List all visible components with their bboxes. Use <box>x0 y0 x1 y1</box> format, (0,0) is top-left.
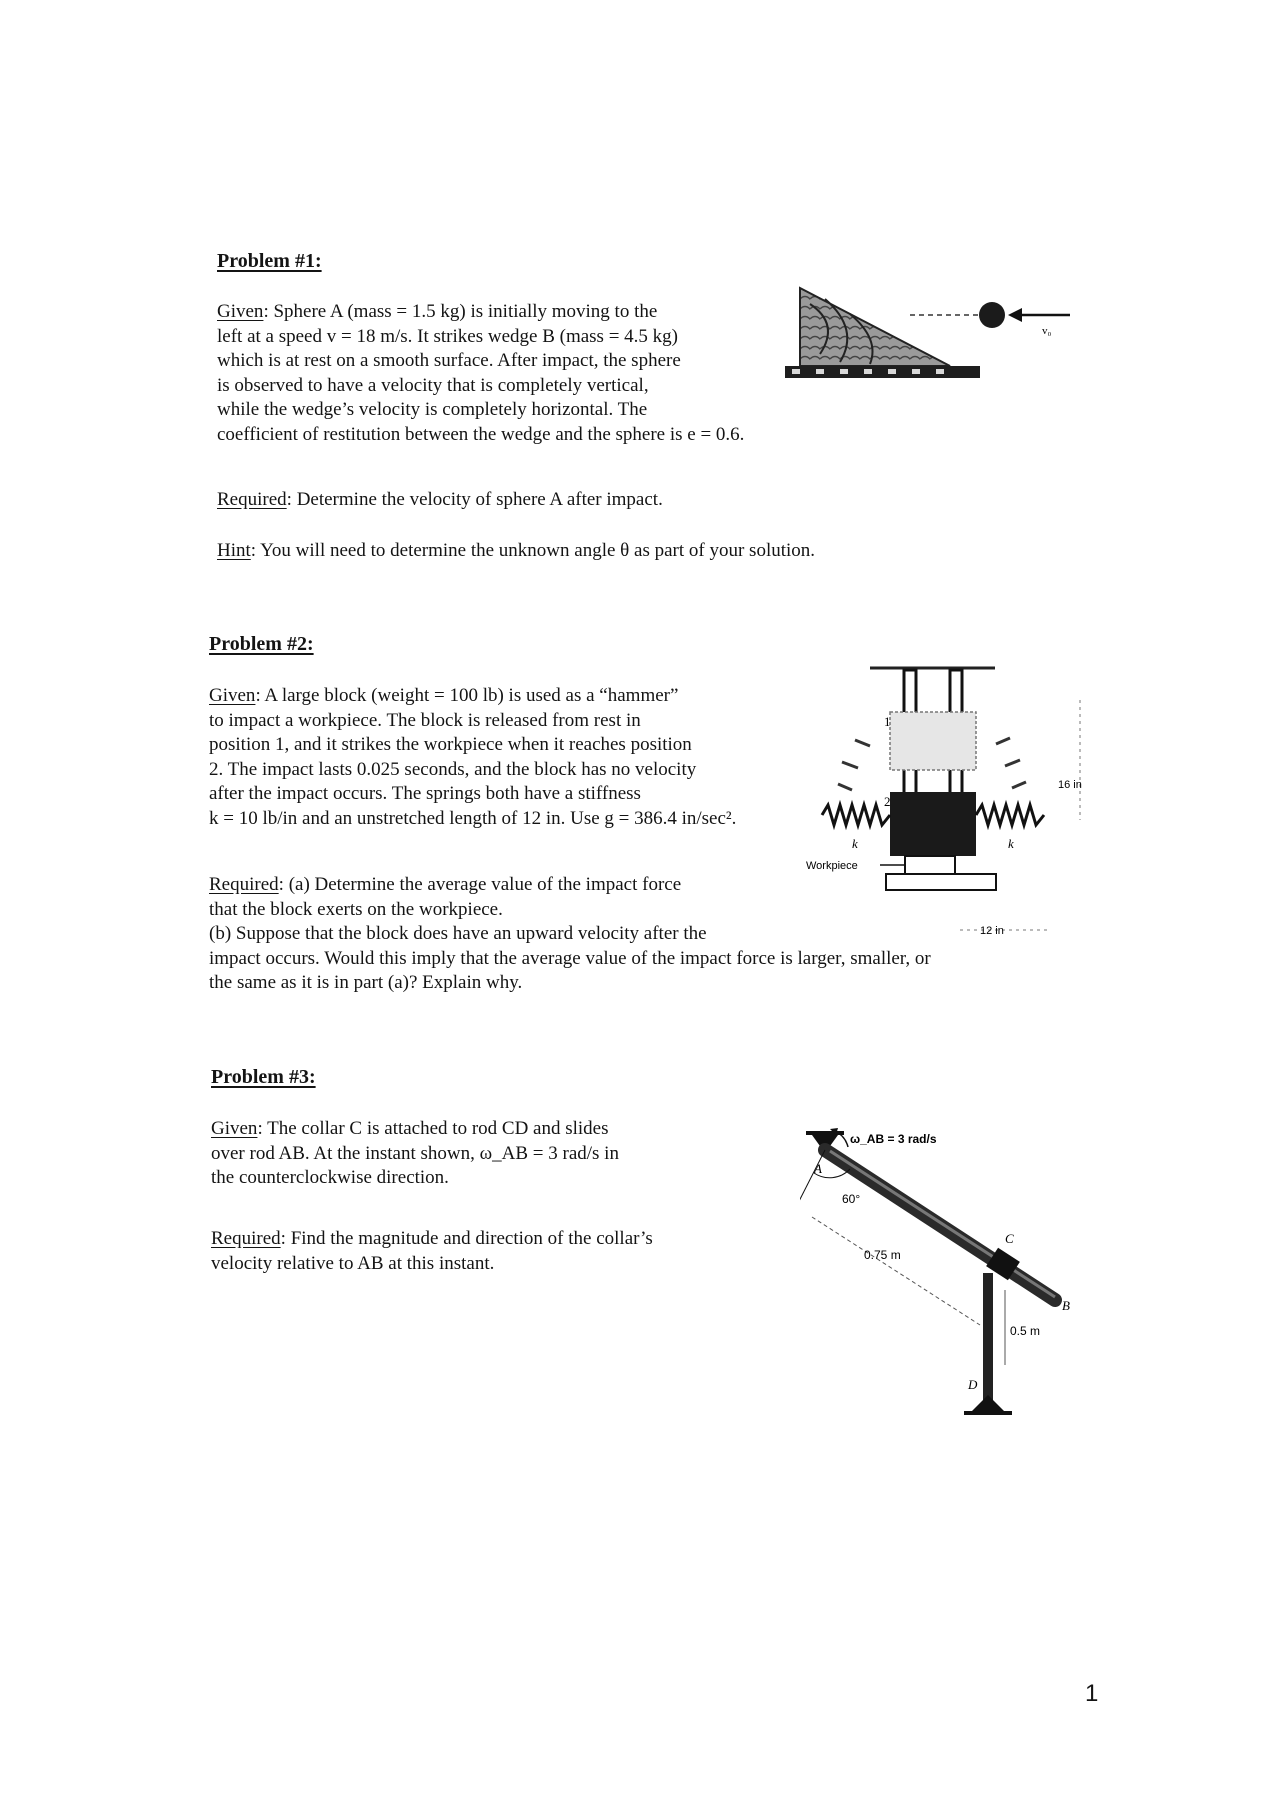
spring-left <box>822 805 890 825</box>
given-line: The collar C is attached to rod CD and slides <box>267 1118 609 1139</box>
problem-3-given: Given: The collar C is attached to rod CD and slides over rod AB. At the instant shown, ω_AB = 3 rad/s in the counterclockwise direction. <box>211 1117 619 1191</box>
problem-1-required: Required: Determine the velocity of sphere A after impact. <box>217 489 663 510</box>
required-line: the same as it is in part (a)? Explain why. <box>209 972 523 994</box>
given-line: which is at rest on a smooth surface. After impact, the sphere <box>217 350 681 372</box>
given-line: k = 10 lb/in and an unstretched length of 12 in. Use g = 386.4 in/sec². <box>209 807 737 829</box>
rod-cd <box>983 1273 993 1401</box>
required-text: Determine the velocity of sphere A after impact. <box>296 489 663 510</box>
label-d: D <box>968 1377 978 1392</box>
given-line: left at a speed v = 18 m/s. It strikes wedge B (mass = 4.5 kg) <box>217 325 678 347</box>
problem-1-heading: Problem #1: <box>217 250 322 272</box>
problem-3-heading: Problem #3: <box>211 1066 316 1088</box>
problem-2-required: Required: (a) Determine the average value of the impact force that the block exerts on the workpiece. (b) Suppose that the block does have an upward velocity after the impact occurs. Would this imply that the average value of the impact force is larger, smaller, or the same as it is in part (a)? Explain why. <box>209 873 931 996</box>
spring-right <box>976 805 1044 825</box>
position-2-label: 2 <box>884 794 891 809</box>
angle-ref-line <box>800 1150 825 1215</box>
given-line: while the wedge’s velocity is completely horizontal. The <box>217 399 648 421</box>
required-line: velocity relative to AB at this instant. <box>211 1252 495 1274</box>
spring-k-left-label: k <box>852 836 858 851</box>
required-label: Required <box>217 489 287 510</box>
given-label: Given <box>211 1118 258 1139</box>
arrow-label: v₀ <box>1042 325 1052 337</box>
arrow-head <box>1008 308 1022 322</box>
given-label: Given <box>217 301 264 322</box>
required-line: that the block exerts on the workpiece. <box>209 898 503 920</box>
required-line: Find the magnitude and direction of the collar’s <box>290 1228 653 1249</box>
anvil-base <box>886 874 996 890</box>
label-c: C <box>1005 1231 1014 1246</box>
given-line: coefficient of restitution between the wedge and the sphere is e = 0.6. <box>217 423 745 445</box>
given-line: 2. The impact lasts 0.025 seconds, and the block has no velocity <box>209 758 697 780</box>
hint-text: You will need to determine the unknown angle θ as part of your solution. <box>260 540 816 561</box>
omega-label: ω_AB = 3 rad/s <box>850 1132 937 1146</box>
required-line: impact occurs. Would this imply that the average value of the impact force is larger, smaller, or <box>209 947 931 969</box>
problem-2-heading: Problem #2: <box>209 633 314 655</box>
problem-2-given: Given: A large block (weight = 100 lb) is used as a “hammer” to impact a workpiece. The block is released from rest in position 1, and it strikes the workpiece when it reaches position 2. The impact lasts 0.025 seconds, and the block has no velocity after the impact occurs. The springs both have a stiffness k = 10 lb/in and an unstretched length of 12 in. Use g = 386.4 in/sec². <box>209 684 736 832</box>
wedge-sphere-figure <box>780 284 1080 390</box>
page-number: 1 <box>1085 1680 1099 1707</box>
sphere-a <box>979 302 1005 328</box>
given-line: to impact a workpiece. The block is released from rest in <box>209 709 641 731</box>
hammer-block-figure <box>800 660 1100 950</box>
workpiece-label: Workpiece <box>806 860 858 872</box>
wedge-b <box>800 288 950 366</box>
height-dimension-label: 16 in <box>1058 779 1082 791</box>
given-line: after the impact occurs. The springs both have a stiffness <box>209 783 641 805</box>
position-1-label: 1 <box>884 714 891 729</box>
block-position-1 <box>890 712 976 770</box>
pin-support-d <box>972 1395 1004 1411</box>
length-ac-label: 0.75 m <box>864 1248 901 1262</box>
width-dimension-label: 12 in <box>980 925 1004 937</box>
problem-3-required: Required: Find the magnitude and direction of the collar’s velocity relative to AB at this instant. <box>211 1227 653 1276</box>
rod-ab <box>825 1150 1055 1300</box>
given-line: A large block (weight = 100 lb) is used as a “hammer” <box>264 685 679 706</box>
smooth-surface <box>785 366 980 378</box>
required-line: (b) Suppose that the block does have an upward velocity after the <box>209 923 707 945</box>
given-line: is observed to have a velocity that is completely vertical, <box>217 374 649 396</box>
problem-1-hint: Hint: You will need to determine the unknown angle θ as part of your solution. <box>217 540 816 561</box>
label-a: A <box>814 1161 822 1176</box>
required-line: (a) Determine the average value of the impact force <box>288 874 682 895</box>
given-line: position 1, and it strikes the workpiece when it reaches position <box>209 734 692 756</box>
spring-k-right-label: k <box>1008 836 1014 851</box>
given-label: Given <box>209 685 256 706</box>
given-line: the counterclockwise direction. <box>211 1167 449 1189</box>
hint-label: Hint <box>217 540 251 561</box>
length-cd-label: 0.5 m <box>1010 1324 1041 1338</box>
required-label: Required <box>211 1228 281 1249</box>
given-line: over rod AB. At the instant shown, ω_AB = 3 rad/s in <box>211 1142 619 1164</box>
rod-ab-highlight <box>830 1151 1055 1297</box>
workpiece <box>905 856 955 874</box>
collar-rod-figure <box>800 1125 1090 1425</box>
label-b: B <box>1062 1298 1070 1313</box>
block-position-2 <box>890 792 976 856</box>
problem-1-given: Given: Sphere A (mass = 1.5 kg) is initially moving to the left at a speed v = 18 m/s. It strikes wedge B (mass = 4.5 kg) which is at rest on a smooth surface. After impact, the sphere is observed to have a velocity that is completely vertical, while the wedge’s velocity is completely horizontal. The coefficient of restitution between the wedge and the sphere is e = 0.6. <box>217 300 744 448</box>
angle-label: 60° <box>842 1192 861 1206</box>
required-label: Required <box>209 874 279 895</box>
given-line: Sphere A (mass = 1.5 kg) is initially moving to the <box>273 301 658 322</box>
